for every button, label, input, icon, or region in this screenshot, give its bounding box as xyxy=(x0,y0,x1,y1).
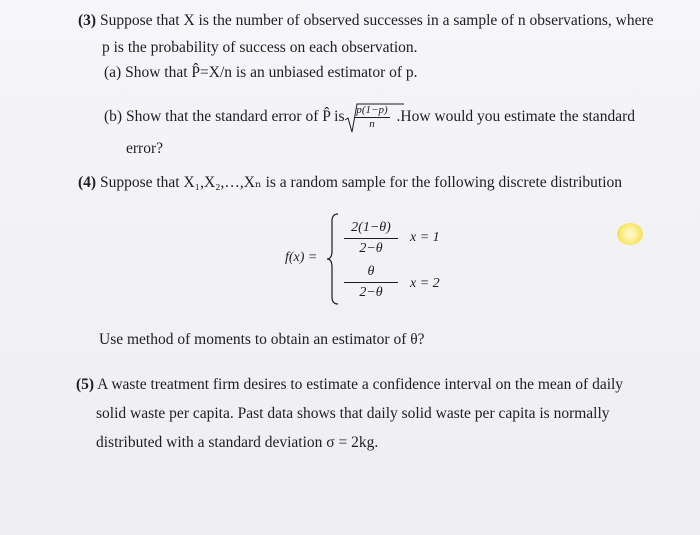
left-brace-icon xyxy=(326,213,340,305)
q5-text-1: A waste treatment firm desires to estimate a confidence interval on the mean of daily xyxy=(97,376,624,393)
q3-text-1: Suppose that X is the number of observed successes in a sample of n observations, where xyxy=(99,12,654,29)
case2-condition: x = 2 xyxy=(410,276,440,291)
q4-line-1 xyxy=(78,173,622,193)
q5-line-2: solid waste per capita. Past data shows that daily solid waste per capita is normally xyxy=(96,405,610,422)
sqrt-expression xyxy=(354,104,389,131)
case1-condition: x = 1 xyxy=(410,230,440,245)
q5-number: (5) xyxy=(76,376,95,393)
case1-denominator: 2−θ xyxy=(359,241,383,256)
case2-fraction xyxy=(344,264,398,301)
q4-number: (4) xyxy=(78,174,97,191)
q3-part-b-suffix: .How would you estimate the standard xyxy=(396,108,635,126)
q5-line-1 xyxy=(76,375,623,395)
q3-part-b-prefix: (b) Show that the standard error of P̂ is xyxy=(104,108,345,126)
case1-numerator: 2(1−θ) xyxy=(344,220,398,239)
q5-line-3: distributed with a standard deviation σ = 2kg. xyxy=(96,434,379,451)
case2-denominator: 2−θ xyxy=(359,285,383,300)
fx-label: f(x) = xyxy=(285,250,318,265)
case2-numerator: θ xyxy=(344,264,398,283)
q4-text-1: Suppose that X₁,X₂,…,Xₙ is a random sample for the following discrete distribution xyxy=(99,174,622,191)
q3-line-1 xyxy=(78,11,654,31)
q3-line-2: p is the probability of success on each observation. xyxy=(102,39,418,56)
q3-part-b-line-2: error? xyxy=(126,140,163,157)
q3-number: (3) xyxy=(78,12,97,29)
q4-question: Use method of moments to obtain an estimator of θ? xyxy=(99,331,425,348)
case1-fraction xyxy=(344,220,398,257)
sqrt-numerator: p(1−p) xyxy=(356,104,388,116)
sqrt-denominator: n xyxy=(369,118,375,130)
sqrt-sign-icon xyxy=(344,102,404,134)
q3-part-a: (a) Show that P̂=X/n is an unbiased estimator of p. xyxy=(104,64,418,81)
light-glare xyxy=(617,223,643,245)
q3-part-b xyxy=(104,104,635,131)
